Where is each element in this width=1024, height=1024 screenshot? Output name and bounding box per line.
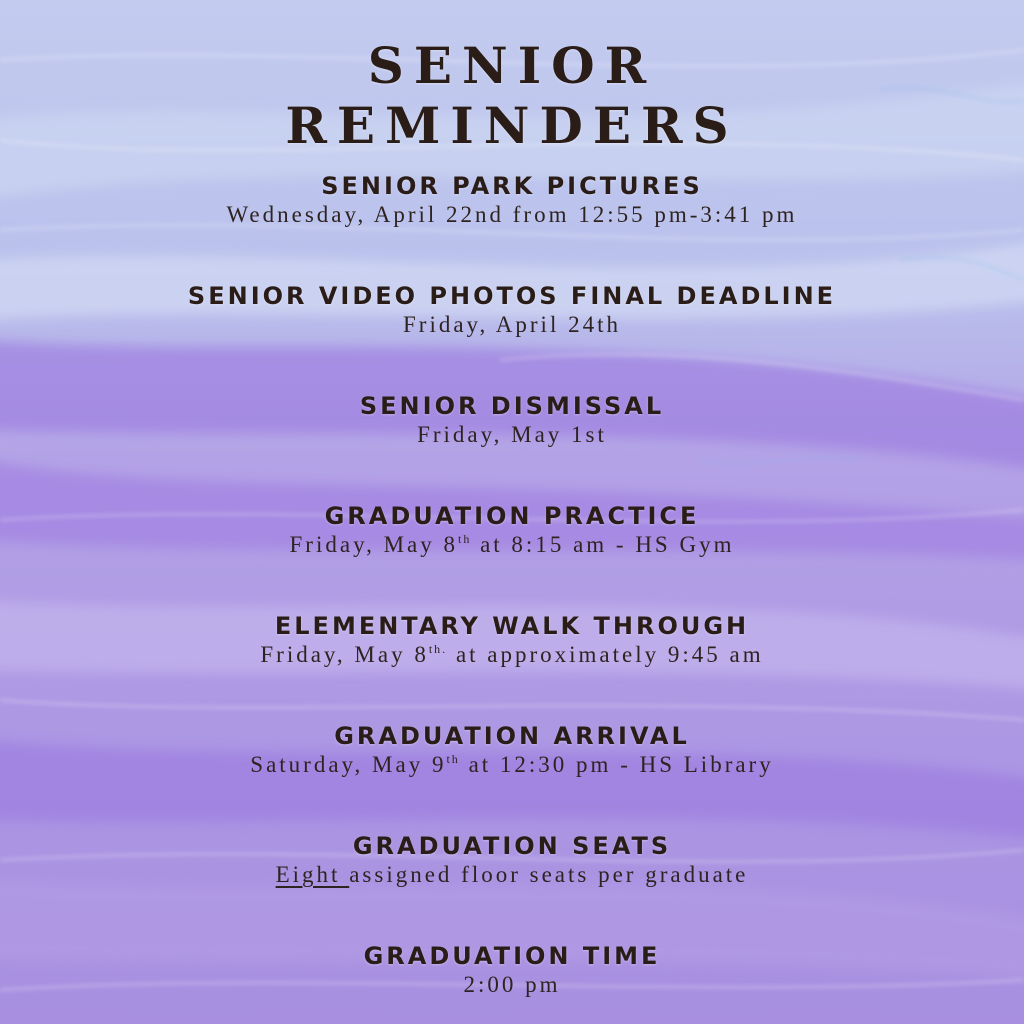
detail-seat-description: assigned floor seats per graduate bbox=[349, 862, 749, 887]
poster-title-line-2: REMINDERS bbox=[285, 96, 739, 155]
detail-date: Friday, May 8 bbox=[289, 532, 458, 557]
detail-ordinal: th bbox=[446, 752, 460, 766]
reminder-graduation-time bbox=[0, 942, 1024, 1000]
reminder-detail: Friday, May 1st bbox=[417, 422, 607, 447]
reminder-graduation-practice bbox=[0, 502, 1024, 560]
reminder-detail bbox=[0, 640, 1024, 670]
detail-ordinal: th. bbox=[428, 642, 448, 656]
reminder-detail bbox=[0, 860, 1024, 890]
detail-time: at approximately 9:45 am bbox=[447, 642, 764, 667]
reminder-detail bbox=[0, 750, 1024, 780]
detail-date: Saturday, May 9 bbox=[250, 752, 447, 777]
reminder-heading: GRADUATION TIME bbox=[363, 942, 661, 970]
detail-time-location: at 8:15 am - HS Gym bbox=[471, 532, 735, 557]
reminder-heading: ELEMENTARY WALK THROUGH bbox=[274, 612, 750, 640]
reminder-graduation-seats bbox=[0, 832, 1024, 890]
detail-ordinal: th bbox=[457, 532, 472, 546]
reminder-senior-video-photos bbox=[0, 282, 1024, 340]
reminder-heading: SENIOR DISMISSAL bbox=[359, 392, 665, 420]
reminder-elementary-walk-through bbox=[0, 612, 1024, 670]
detail-date: Friday, May 8 bbox=[260, 642, 429, 667]
detail-seat-count: Eight bbox=[275, 862, 350, 887]
detail-time-location: at 12:30 pm - HS Library bbox=[459, 752, 774, 777]
poster-title-line-1: SENIOR bbox=[367, 36, 657, 95]
reminder-senior-park-pictures bbox=[0, 172, 1024, 230]
reminder-heading: SENIOR PARK PICTURES bbox=[321, 172, 703, 200]
reminder-detail: Friday, April 24th bbox=[403, 312, 621, 337]
reminder-heading: GRADUATION SEATS bbox=[352, 832, 672, 860]
reminder-heading: SENIOR VIDEO PHOTOS FINAL DEADLINE bbox=[187, 282, 837, 310]
reminder-senior-dismissal bbox=[0, 392, 1024, 450]
reminder-detail: Wednesday, April 22nd from 12:55 pm-3:41 pm bbox=[226, 202, 798, 227]
reminder-detail bbox=[0, 530, 1024, 560]
reminder-heading: GRADUATION PRACTICE bbox=[324, 502, 700, 530]
reminder-graduation-arrival bbox=[0, 722, 1024, 780]
reminder-heading: GRADUATION ARRIVAL bbox=[334, 722, 690, 750]
reminder-detail: 2:00 pm bbox=[463, 972, 561, 997]
